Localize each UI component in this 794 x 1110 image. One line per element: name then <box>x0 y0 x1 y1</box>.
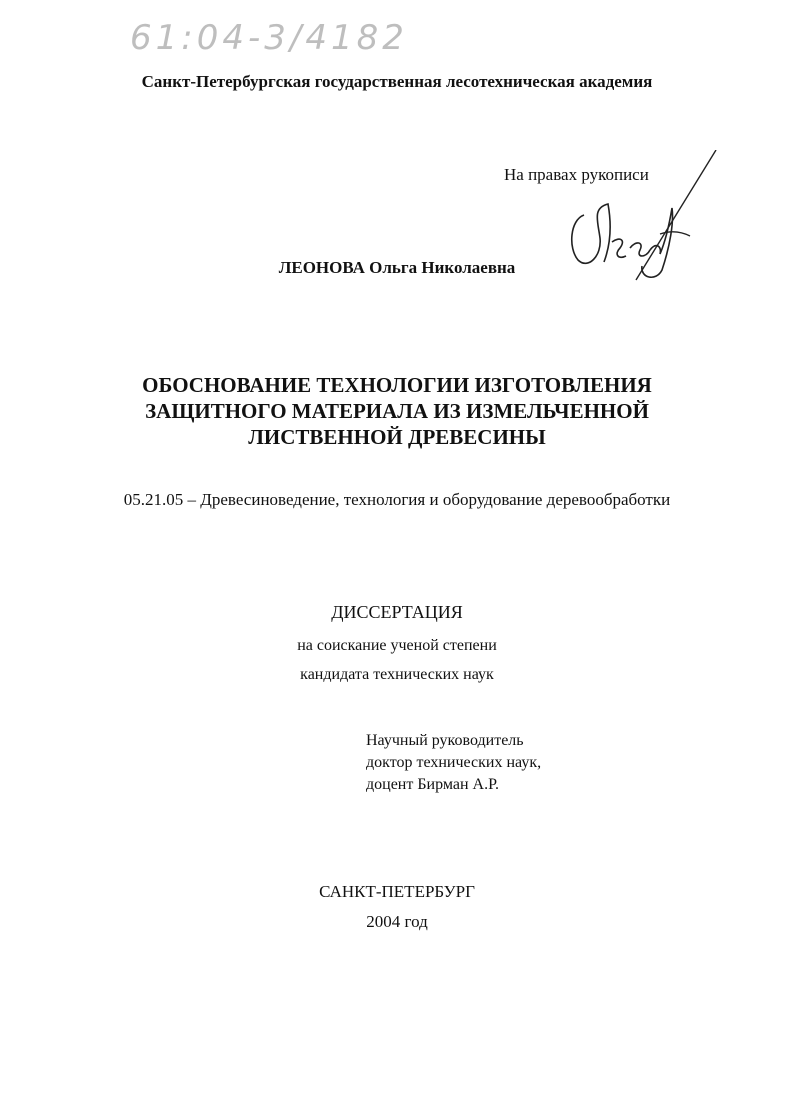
handwritten-archive-number: 61:04-3/4182 <box>130 18 408 58</box>
degree-line-2: кандидата технических наук <box>300 666 494 683</box>
title-line: ОБОСНОВАНИЕ ТЕХНОЛОГИИ ИЗГОТОВЛЕНИЯ <box>142 373 652 397</box>
title-line: ЛИСТВЕННОЙ ДРЕВЕСИНЫ <box>248 425 546 449</box>
institution-name: Санкт-Петербургская государственная лесотехническая академия <box>141 72 653 91</box>
city: САНКТ-ПЕТЕРБУРГ <box>319 882 475 901</box>
dissertation-title <box>0 372 794 450</box>
degree-line-1: на соискание ученой степени <box>297 637 497 654</box>
document-type: ДИССЕРТАЦИЯ <box>331 602 463 622</box>
supervisor-name: доцент Бирман А.Р. <box>366 776 499 793</box>
rights-notice: На правах рукописи <box>504 165 649 184</box>
supervisor-role: Научный руководитель <box>366 732 524 749</box>
supervisor-block <box>366 730 541 796</box>
title-line: ЗАЩИТНОГО МАТЕРИАЛА ИЗ ИЗМЕЛЬЧЕННОЙ <box>145 399 649 423</box>
supervisor-degree: доктор технических наук, <box>366 754 542 771</box>
author-name: ЛЕОНОВА Ольга Николаевна <box>278 258 516 277</box>
year: 2004 год <box>366 912 428 931</box>
specialty-code: 05.21.05 – Древесиноведение, технология и оборудование деревообработки <box>123 490 671 509</box>
